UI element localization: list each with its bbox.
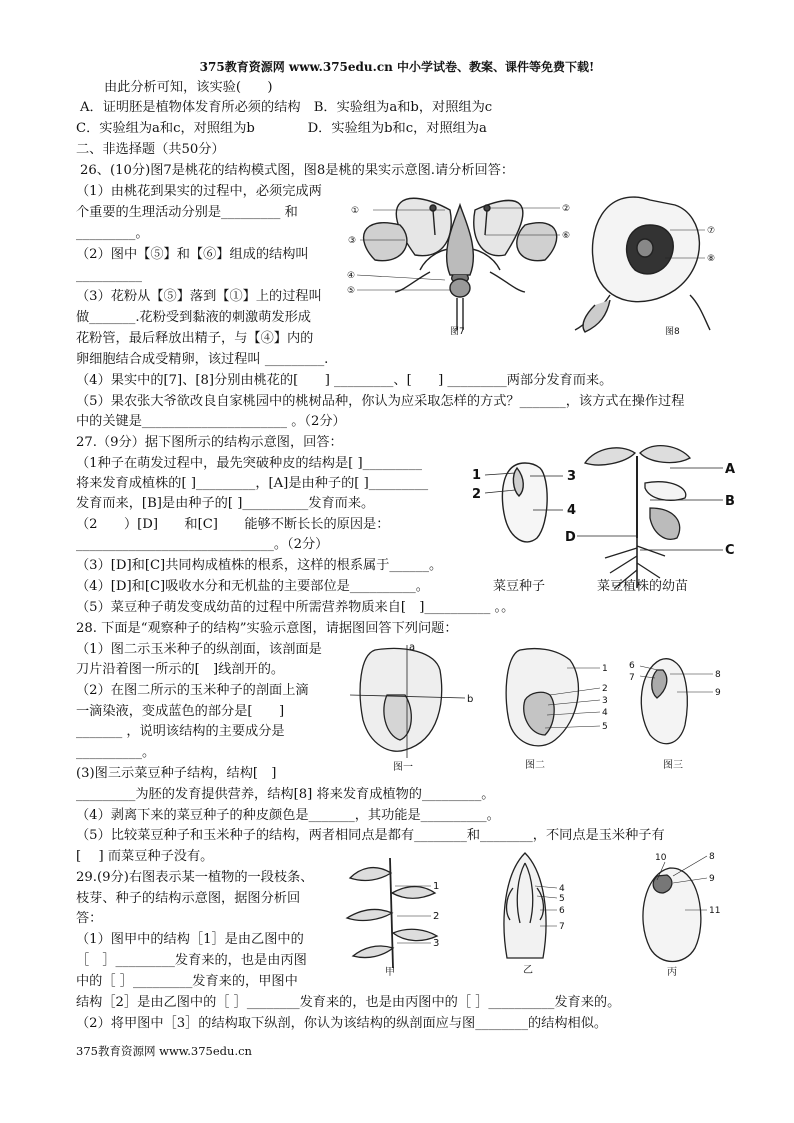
text-line: 花粉管，最后释放出精子，与【④】内的 xyxy=(76,331,314,346)
seedling-label: D xyxy=(565,530,576,545)
text-line: _________。 xyxy=(76,226,149,241)
fig29-label: 2 xyxy=(433,911,440,922)
text-line: 中的［ ］_________发育来的，甲图中 xyxy=(76,974,298,989)
fig8-label: ⑦ xyxy=(707,226,716,236)
text-line: （2）将甲图中［3］的结构取下纵剖，你认为该结构的纵剖面应与图________的结构相似。 xyxy=(76,1016,608,1031)
fig29-label: 7 xyxy=(559,922,565,932)
peach-fruit-illustration xyxy=(575,197,710,332)
fig28-label: 5 xyxy=(602,722,608,732)
text-line: （1）图二示玉米种子的纵剖面，该剖面是 xyxy=(76,642,322,657)
text-line: （3）花粉从【⑤】落到【①】上的过程叫 xyxy=(76,289,322,304)
fig28-label: 1 xyxy=(602,664,608,674)
peach-flower-illustration xyxy=(357,198,560,330)
text-line: 一滴染液，变成蓝色的部分是[ ] xyxy=(76,704,285,719)
branch-illustration xyxy=(347,858,440,968)
seed-label: 4 xyxy=(567,503,577,518)
question-27: 27.（9分）据下图所示的结构示意图，回答： xyxy=(76,435,343,450)
seed-label: 2 xyxy=(472,487,482,502)
bean-seedling-illustration xyxy=(577,446,723,588)
fig28-label: 4 xyxy=(602,708,608,718)
fig29-label: 8 xyxy=(709,852,715,862)
fig28-caption: 图三 xyxy=(663,760,683,771)
seedling-label: B xyxy=(725,494,735,509)
question-28: 28. 下面是“观察种子的结构”实验示意图，请据图回答下列问题： xyxy=(76,621,458,636)
text-line: 卵细胞结合成受精卵，该过程叫 _________. xyxy=(76,352,329,367)
text-line: （2）图中【⑤】和【⑥】组成的结构叫 xyxy=(76,247,309,262)
text-line: （1）由桃花到果实的过程中，必须完成两 xyxy=(76,184,322,199)
text-line: （5）果农张大爷欲改良自家桃园中的桃树品种，你认为应采取怎样的方式？_______，该方式在操作过程 xyxy=(76,394,685,409)
fig7-label: ① xyxy=(351,206,360,216)
text-line: （3）[D]和[C]共同构成植株的根系，这样的根系属于______。 xyxy=(76,558,443,573)
text-line: [ ] 而菜豆种子没有。 xyxy=(76,849,214,864)
fig8-caption: 图8 xyxy=(665,327,680,337)
fig29-caption: 甲 xyxy=(385,967,395,978)
corn-seed-whole-illustration xyxy=(350,645,465,758)
fig28-label: 8 xyxy=(715,670,721,680)
question-29: 29.(9分)右图表示某一植物的一段枝条、 xyxy=(76,870,314,885)
text-line: （5）菜豆种子萌发变成幼苗的过程中所需营养物质来自[ ]__________ 。。 xyxy=(76,600,515,615)
text-line: 中的关键是______________________ 。（2分） xyxy=(76,414,346,429)
text-line: __________ xyxy=(76,268,142,283)
text-line: ［ ］_________发育来的，也是由丙图 xyxy=(76,953,307,968)
corn-seed-section-illustration xyxy=(506,649,600,746)
fig28-label: 9 xyxy=(715,688,721,698)
fig7-label: ③ xyxy=(348,236,357,246)
fig7-label: ⑥ xyxy=(562,231,571,241)
fig29-label: 5 xyxy=(559,894,565,904)
text-line: （4）剥离下来的菜豆种子的种皮颜色是_______，其功能是__________。 xyxy=(76,808,500,823)
fig28-label: 3 xyxy=(602,696,608,706)
fig8-label: ⑧ xyxy=(707,254,716,264)
fig29-label: 6 xyxy=(559,906,565,916)
figure-peach-flower-fruit xyxy=(345,180,725,340)
fig28-label: 7 xyxy=(629,673,635,683)
fig7-label: ⑤ xyxy=(347,286,356,296)
text-line: （1种子在萌发过程中，最先突破种皮的结构是[ ]_________ xyxy=(76,456,422,471)
text-line: （4）果实中的[7]、[8]分别由桃花的[ ] _________、[ ] _________两部分发育而来。 xyxy=(76,373,613,388)
fig29-label: 11 xyxy=(709,906,721,916)
text-line: __________。 xyxy=(76,745,156,760)
fig28-caption: 图一 xyxy=(393,762,413,773)
fig7-label: ② xyxy=(562,204,571,214)
fig29-label: 1 xyxy=(433,881,440,892)
bud-illustration xyxy=(504,853,557,958)
section-heading: 二、非选择题（共50分） xyxy=(76,142,225,157)
fig28-caption: 图二 xyxy=(525,760,545,771)
text-line: (3)图三示菜豆种子结构，结构[ ] xyxy=(76,766,277,781)
text-line: 结构［2］是由乙图中的［ ］________发育来的，也是由丙图中的［ ］__________发育来的。 xyxy=(76,995,621,1010)
seed-label: 3 xyxy=(567,469,577,484)
figure-bean-seed-seedling xyxy=(455,438,745,598)
text-line: 做_______.花粉受到黏液的刺激萌发形成 xyxy=(76,310,311,325)
text-line: 枝芽、种子的结构示意图，据图分析回 xyxy=(76,891,301,906)
seedling-caption: 菜豆植株的幼苗 xyxy=(597,579,689,594)
bean-seed-section-illustration xyxy=(640,659,713,744)
text-line: （1）图甲中的结构［1］是由乙图中的 xyxy=(76,932,304,947)
fig7-caption: 图7 xyxy=(450,327,465,337)
fig28-label: 6 xyxy=(629,661,635,671)
fig28-label: 2 xyxy=(602,684,608,694)
text-line: 刀片沿着图一所示的[ ]线剖开的。 xyxy=(76,662,285,677)
seed-illustration xyxy=(643,856,707,962)
bean-seed-illustration xyxy=(485,463,563,542)
text-line: （5）比较菜豆种子和玉米种子的结构，两者相同点是都有________和________，不同点是玉米种子有 xyxy=(76,828,665,843)
fig29-label: 10 xyxy=(655,853,667,863)
seed-caption: 菜豆种子 xyxy=(493,579,546,594)
seed-label: 1 xyxy=(472,468,482,483)
text-line: 发育而来，[B]是由种子的[ ]__________发育而来。 xyxy=(76,496,375,511)
fig7-label: ④ xyxy=(347,271,356,281)
page-header: 375教育资源网 www.375edu.cn 中小学试卷、教案、课件等免费下载! xyxy=(199,60,595,74)
page-footer: 375教育资源网 www.375edu.cn xyxy=(76,1044,252,1058)
fig29-caption: 丙 xyxy=(667,967,677,978)
figure-branch-bud-seed xyxy=(335,848,735,978)
question-26: 26、(10分)图7是桃花的结构模式图，图8是桃的果实示意图.请分析回答： xyxy=(80,163,515,178)
fig28-label: a xyxy=(409,642,416,653)
fig29-label: 9 xyxy=(709,874,715,884)
text-line: 将来发育成植株的[ ]_________，[A]是由种子的[ ]_________ xyxy=(76,476,429,491)
text-line: 个重要的生理活动分别是_________ 和 xyxy=(76,205,298,220)
text-line: ______________________________。（2分） xyxy=(76,537,329,552)
text-line: _______ ，说明该结构的主要成分是 xyxy=(76,724,285,739)
text-line: （2）在图二所示的玉米种子的剖面上滴 xyxy=(76,683,309,698)
text-line: C．实验组为a和c，对照组为b D．实验组为b和c，对照组为a xyxy=(76,121,487,136)
seedling-label: A xyxy=(725,462,736,477)
fig28-label: b xyxy=(467,694,474,705)
figure-seed-structure xyxy=(345,640,735,775)
fig29-caption: 乙 xyxy=(523,965,533,976)
text-line: （2 ）[D] 和[C] 能够不断长长的原因是： xyxy=(76,517,390,532)
fig29-label: 4 xyxy=(559,884,565,894)
text-line: _________为胚的发育提供营养，结构[8] 将来发育成植物的_________。 xyxy=(76,787,495,802)
text-line: （4）[D]和[C]吸收水分和无机盐的主要部位是__________。 xyxy=(76,579,429,594)
seedling-label: C xyxy=(725,543,735,558)
text-line: 答： xyxy=(76,911,103,926)
text-line: A．证明胚是植物体发育所必须的结构 B．实验组为a和b，对照组为c xyxy=(80,100,493,115)
text-line: 由此分析可知，该实验( ) xyxy=(104,80,273,95)
fig29-label: 3 xyxy=(433,938,440,949)
